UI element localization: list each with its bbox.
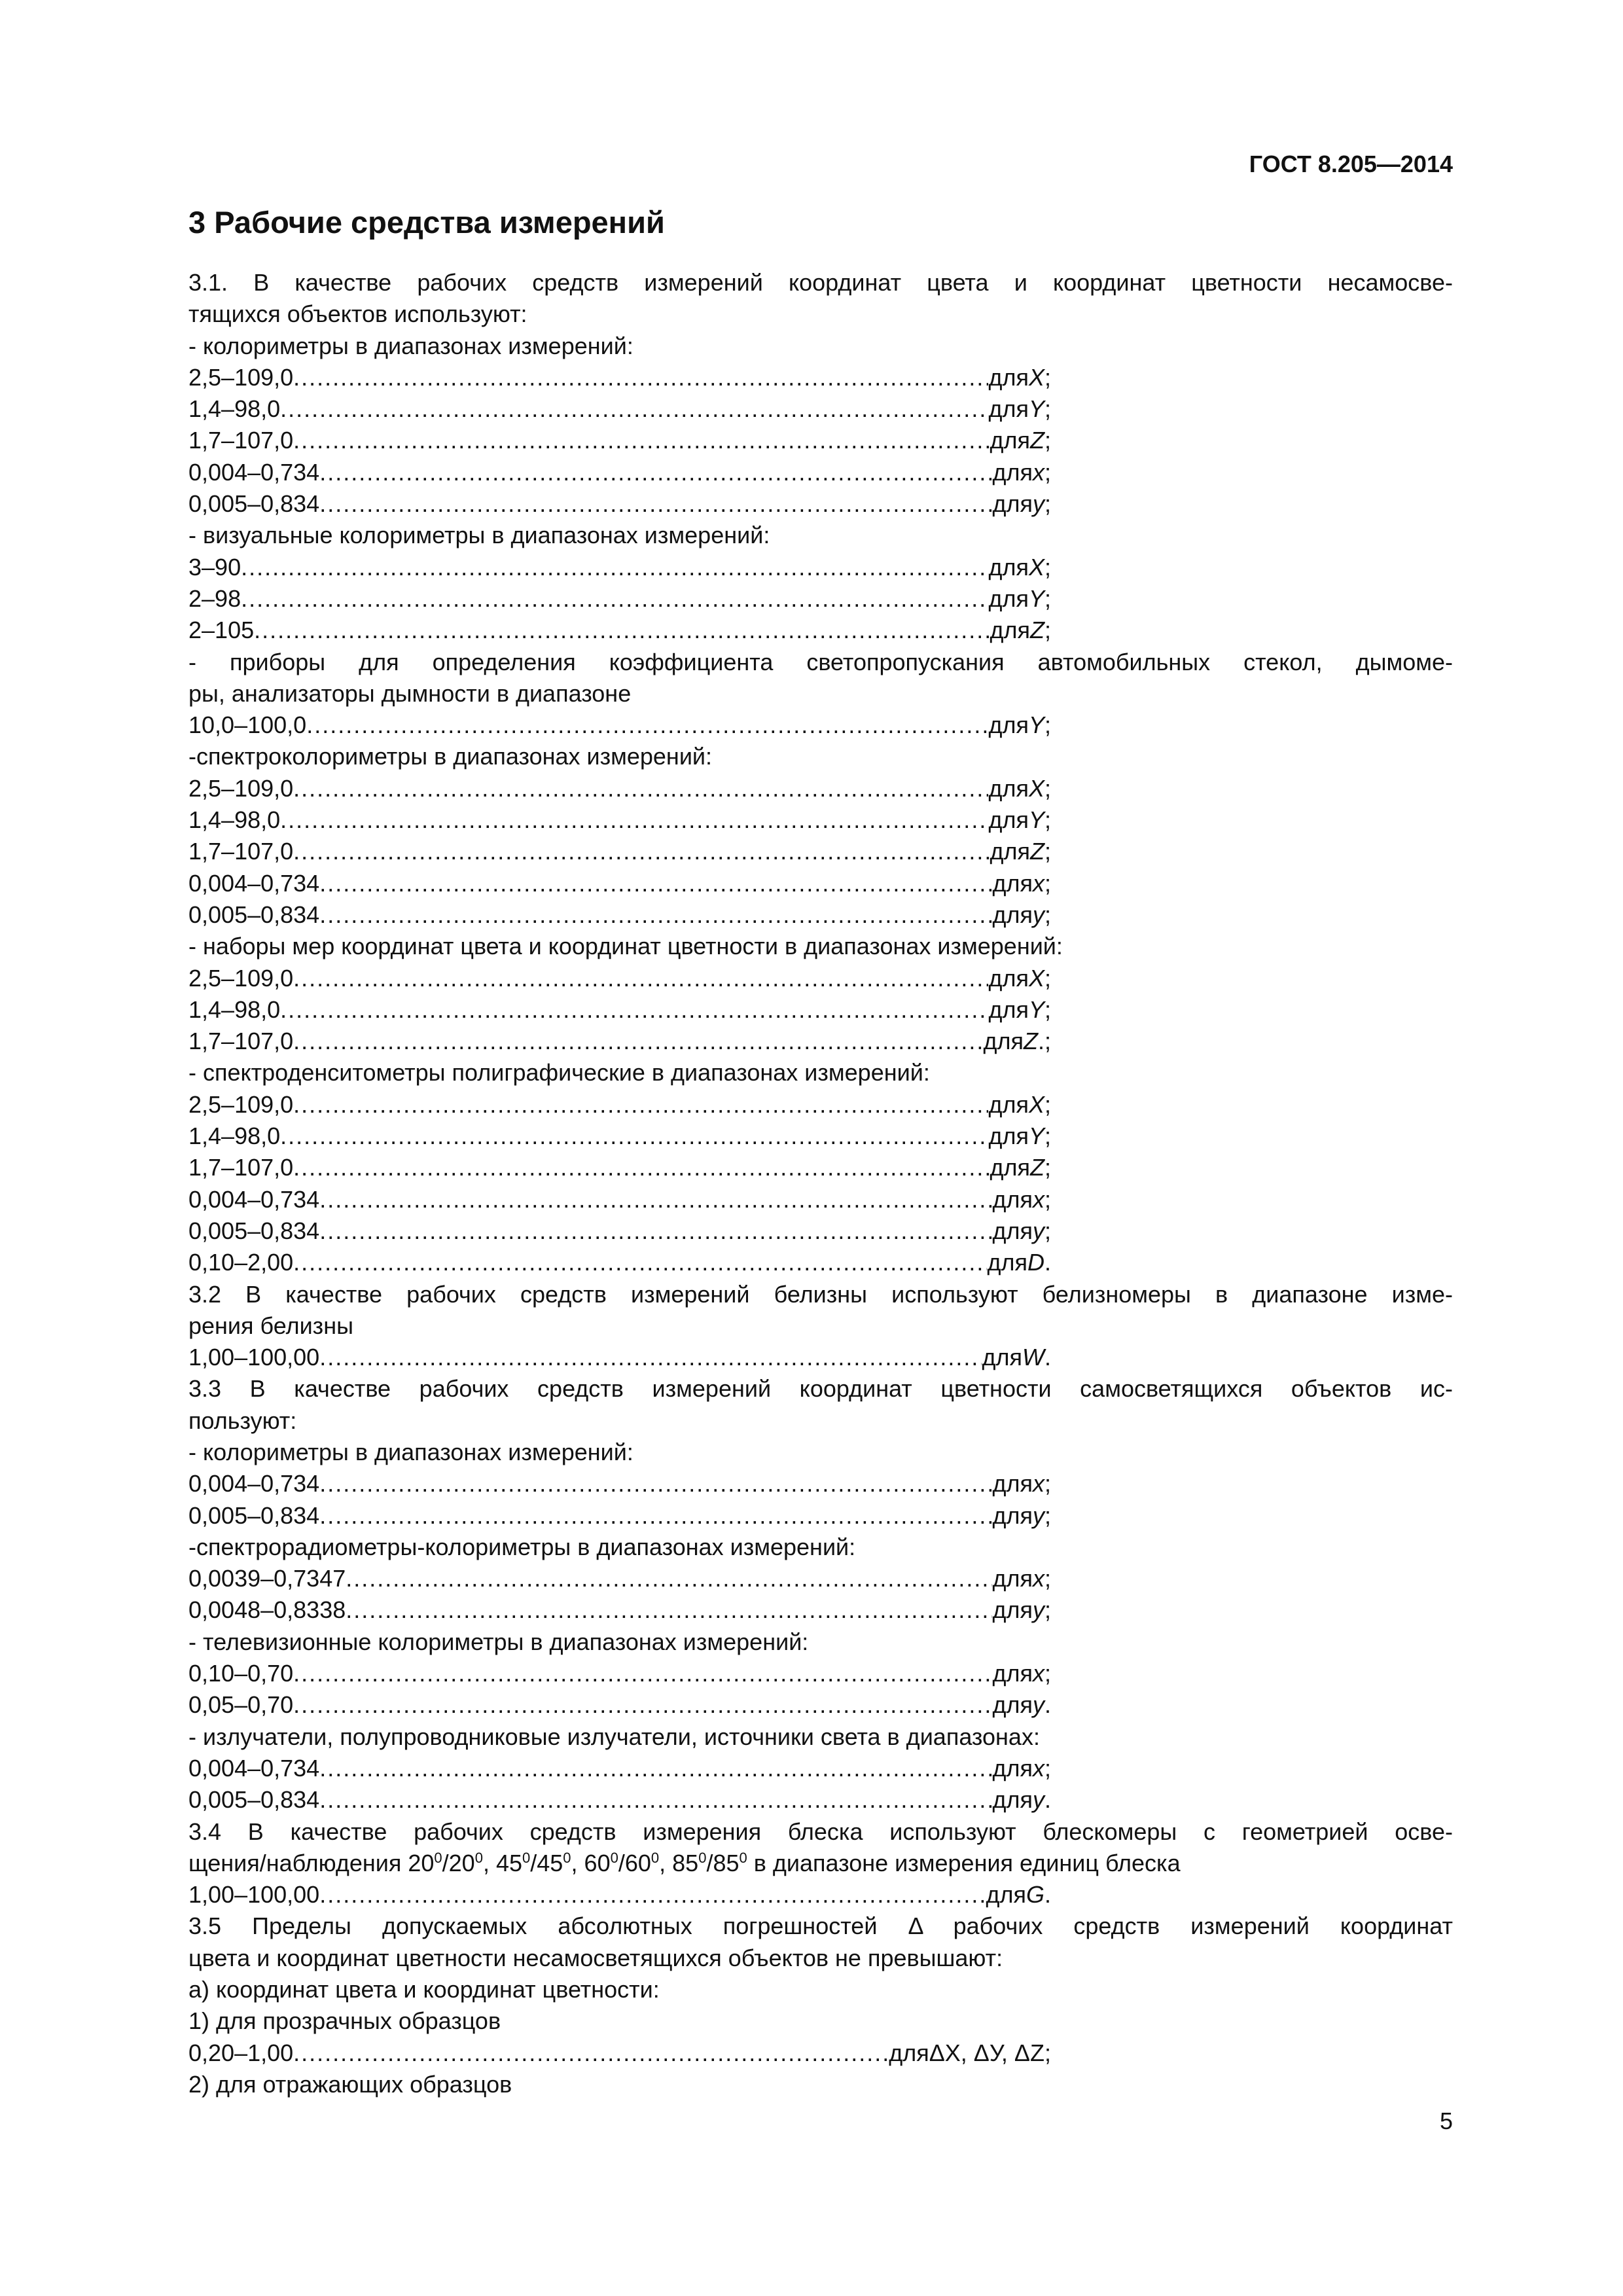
for-label: для xyxy=(990,838,1030,865)
range-value: 0,10–0,70 xyxy=(188,1660,294,1687)
range-value: 0,004–0,734 xyxy=(188,1754,320,1782)
leader-dots xyxy=(319,1184,992,1215)
range-value: 1,4–98,0 xyxy=(188,395,281,423)
line-end: ; xyxy=(1044,996,1051,1023)
range-value: 0,004–0,734 xyxy=(188,458,320,486)
range-line xyxy=(188,709,1051,741)
range-line xyxy=(188,1500,1051,1532)
degree-superscript: 0 xyxy=(651,1849,660,1866)
leader-dots xyxy=(280,393,988,425)
quantity-symbol: y xyxy=(1032,1217,1044,1244)
quantity-symbol: y xyxy=(1032,1691,1044,1719)
paragraph-3-5-line-2: цвета и координат цветности несамосветящихся объектов не превышают: xyxy=(188,1944,1003,1971)
group-heading-spectroradiometers: -спектрорадиометры-колориметры в диапазонах измерений: xyxy=(188,1533,856,1560)
range-value: 2–98 xyxy=(188,584,241,612)
range-line xyxy=(188,1215,1051,1247)
range-value: 3–90 xyxy=(188,553,241,581)
leader-dots xyxy=(293,773,988,804)
quantity-symbol: Z xyxy=(1029,1154,1044,1181)
standard-code: ГОСТ 8.205—2014 xyxy=(1249,151,1453,177)
group-heading-measure-sets: - наборы мер координат цвета и координат цветности в диапазонах измерений: xyxy=(188,933,1063,960)
quantity-symbol: y xyxy=(1032,1596,1044,1624)
range-line xyxy=(188,1689,1051,1721)
for-label: для xyxy=(988,964,1029,992)
quantity-symbol: X xyxy=(1028,774,1044,802)
for-label: для xyxy=(992,1501,1033,1529)
section-title: 3 Рабочие средства измерений xyxy=(188,205,665,240)
range-line xyxy=(188,868,1051,899)
range-value: 1,7–107,0 xyxy=(188,838,294,865)
line-end: ; xyxy=(1044,553,1051,581)
for-label: для xyxy=(992,490,1033,518)
line-end: ; xyxy=(1044,584,1051,612)
group-heading-colorimeters: - колориметры в диапазонах измерений: xyxy=(188,1438,633,1465)
range-line xyxy=(188,583,1051,615)
range-line xyxy=(188,963,1051,994)
line-end: ; xyxy=(1044,1090,1051,1118)
degree-superscript: 0 xyxy=(522,1849,531,1866)
leader-dots xyxy=(293,836,990,867)
quantity-symbol: x xyxy=(1032,1185,1044,1213)
leader-dots xyxy=(241,583,988,615)
line-end: . xyxy=(1044,1881,1051,1909)
quantity-symbol: Z xyxy=(1029,838,1044,865)
quantity-symbol: Y xyxy=(1028,806,1044,834)
range-line xyxy=(188,393,1051,425)
range-line xyxy=(188,615,1051,646)
range-value: 0,004–0,734 xyxy=(188,1470,320,1498)
range-value: 1,7–107,0 xyxy=(188,1028,294,1055)
list-item-2: 2) для отражающих образцов xyxy=(188,2070,512,2098)
text-run: /20 xyxy=(442,1849,475,1876)
quantity-symbol: W xyxy=(1022,1344,1044,1371)
range-line xyxy=(188,1879,1051,1910)
paragraph-3-2-line-1: 3.2 В качестве рабочих средств измерений белизны используют белизномеры в диапазоне изме- xyxy=(188,1280,1453,1308)
line-end: ; xyxy=(1044,1596,1051,1624)
for-label: для xyxy=(983,1028,1024,1055)
for-label: для xyxy=(988,1090,1029,1118)
line-end: ; xyxy=(1044,869,1051,897)
leader-dots xyxy=(319,1500,992,1532)
line-end: ; xyxy=(1044,774,1051,802)
quantity-symbol: Z xyxy=(1029,617,1044,644)
leader-dots xyxy=(293,1658,992,1689)
range-value: 0,20–1,00 xyxy=(188,2039,294,2066)
leader-dots xyxy=(319,1753,992,1784)
paragraph-3-1-line-2: тящихся объектов используют: xyxy=(188,300,527,328)
quantity-symbol: y xyxy=(1032,1786,1044,1814)
range-line xyxy=(188,994,1051,1026)
line-end: ; xyxy=(1044,395,1051,423)
group-heading-light-transmission-line-2: ры, анализаторы дымности в диапазоне xyxy=(188,679,632,707)
for-label: для xyxy=(988,996,1029,1023)
line-end: ; xyxy=(1044,1754,1051,1782)
range-line xyxy=(188,425,1051,456)
range-value: 2,5–109,0 xyxy=(188,363,294,391)
range-line xyxy=(188,2037,1051,2069)
quantity-symbol: x xyxy=(1032,1565,1044,1592)
line-end: ; xyxy=(1044,1122,1051,1150)
line-end: ; xyxy=(1044,1660,1051,1687)
line-end: ; xyxy=(1044,838,1051,865)
range-value: 1,7–107,0 xyxy=(188,1154,294,1181)
range-value: 0,005–0,834 xyxy=(188,1501,320,1529)
range-line xyxy=(188,1026,1051,1057)
paragraph-3-3-line-2: пользуют: xyxy=(188,1407,297,1434)
quantity-symbol: x xyxy=(1032,1660,1044,1687)
line-end: . xyxy=(1044,1786,1051,1814)
range-line xyxy=(188,804,1051,836)
group-heading-spectrodensitometers: - спектроденситометры полиграфические в диапазонах измерений: xyxy=(188,1059,930,1086)
text-run: , 60 xyxy=(571,1849,611,1876)
leader-dots xyxy=(319,457,992,488)
for-label: для xyxy=(988,711,1029,739)
line-end: ; xyxy=(1044,1185,1051,1213)
line-end: ; xyxy=(1044,711,1051,739)
quantity-symbol: Y xyxy=(1028,584,1044,612)
range-line xyxy=(188,773,1051,804)
for-label: для xyxy=(992,1691,1033,1719)
for-label: для xyxy=(987,1249,1027,1276)
for-label: для xyxy=(889,2039,929,2066)
range-value: 0,005–0,834 xyxy=(188,901,320,928)
range-value: 0,10–2,00 xyxy=(188,1249,294,1276)
line-end: ; xyxy=(1044,1565,1051,1592)
line-end: ; xyxy=(1044,1501,1051,1529)
for-label: для xyxy=(988,363,1029,391)
range-line xyxy=(188,836,1051,867)
quantity-symbol: x xyxy=(1032,1470,1044,1498)
group-heading-light-transmission-line-1: - приборы для определения коэффициента светопропускания автомобильных стекол, дымоме- xyxy=(188,648,1453,675)
degree-superscript: 0 xyxy=(474,1849,483,1866)
line-end: ; xyxy=(1044,427,1051,454)
for-label: для xyxy=(988,553,1029,581)
quantity-symbol: y xyxy=(1032,490,1044,518)
range-line xyxy=(188,1784,1051,1816)
leader-dots xyxy=(293,1247,987,1278)
range-value: 0,0048–0,8338 xyxy=(188,1596,346,1624)
group-heading-colorimeters: - колориметры в диапазонах измерений: xyxy=(188,332,633,359)
for-label: для xyxy=(988,584,1029,612)
for-label: для xyxy=(992,1217,1033,1244)
leader-dots xyxy=(293,2037,889,2069)
text-run: , 45 xyxy=(482,1849,522,1876)
quantity-symbol: x xyxy=(1032,1754,1044,1782)
range-value: 0,005–0,834 xyxy=(188,1217,320,1244)
degree-superscript: 0 xyxy=(434,1849,442,1866)
range-line xyxy=(188,457,1051,488)
for-label: для xyxy=(988,774,1029,802)
range-value: 2,5–109,0 xyxy=(188,1090,294,1118)
leader-dots xyxy=(306,709,988,741)
quantity-symbol: y xyxy=(1032,1501,1044,1529)
range-value: 10,0–100,0 xyxy=(188,711,307,739)
range-line xyxy=(188,1247,1051,1278)
quantity-symbol: Z xyxy=(1029,427,1044,454)
for-label: для xyxy=(982,1344,1022,1371)
line-end: ; xyxy=(1044,617,1051,644)
range-line xyxy=(188,1563,1051,1594)
paragraph-3-4-line-2 xyxy=(188,1848,1453,1879)
line-end: ; xyxy=(1044,2039,1051,2066)
range-line xyxy=(188,1753,1051,1784)
range-value: 0,004–0,734 xyxy=(188,869,320,897)
leader-dots xyxy=(280,994,988,1026)
for-label: для xyxy=(992,1786,1033,1814)
leader-dots xyxy=(346,1594,992,1626)
paragraph-3-5-line-1: 3.5 Пределы допускаемых абсолютных погрешностей Δ рабочих средств измерений координат xyxy=(188,1912,1453,1940)
line-end: ; xyxy=(1044,1470,1051,1498)
line-end: ; xyxy=(1044,901,1051,928)
section-body xyxy=(188,267,1453,2100)
degree-superscript: 0 xyxy=(610,1849,618,1866)
group-heading-spectrocolorimeters: -спектроколориметры в диапазонах измерений: xyxy=(188,743,713,770)
paragraph-3-2-line-2: рения белизны xyxy=(188,1312,353,1339)
line-end: ; xyxy=(1044,1217,1051,1244)
paragraph-3-4-line-1: 3.4 В качестве рабочих средств измерения блеска используют блескомеры с геометрией осве- xyxy=(188,1818,1453,1845)
range-value: 1,4–98,0 xyxy=(188,806,281,834)
text-run: щения/наблюдения 20 xyxy=(188,1849,435,1876)
line-end: .; xyxy=(1037,1028,1051,1055)
leader-dots xyxy=(280,1121,988,1152)
leader-dots xyxy=(319,868,992,899)
for-label: для xyxy=(986,1881,1026,1909)
range-value: 0,004–0,734 xyxy=(188,1185,320,1213)
leader-dots xyxy=(319,1784,992,1816)
group-heading-emitters: - излучатели, полупроводниковые излучатели, источники света в диапазонах: xyxy=(188,1723,1040,1750)
for-label: для xyxy=(992,1470,1033,1498)
for-label: для xyxy=(992,1596,1033,1624)
leader-dots xyxy=(319,1342,982,1373)
for-label: для xyxy=(988,395,1029,423)
range-line xyxy=(188,1342,1051,1373)
line-end: ; xyxy=(1044,490,1051,518)
quantity-symbol: ΔX, ΔУ, ΔZ xyxy=(929,2039,1044,2066)
leader-dots xyxy=(293,1026,983,1057)
leader-dots xyxy=(319,1879,986,1910)
text-run: /85 xyxy=(706,1849,740,1876)
range-value: 2–105 xyxy=(188,617,255,644)
range-line xyxy=(188,899,1051,931)
leader-dots xyxy=(280,804,988,836)
range-line xyxy=(188,1594,1051,1626)
for-label: для xyxy=(992,869,1033,897)
line-end: ; xyxy=(1044,458,1051,486)
leader-dots xyxy=(319,1468,992,1499)
group-heading-visual-colorimeters: - визуальные колориметры в диапазонах измерений: xyxy=(188,522,770,549)
text-run: /45 xyxy=(530,1849,563,1876)
for-label: для xyxy=(992,1754,1033,1782)
degree-superscript: 0 xyxy=(563,1849,571,1866)
line-end: ; xyxy=(1044,1154,1051,1181)
range-line xyxy=(188,1184,1051,1215)
quantity-symbol: X xyxy=(1028,553,1044,581)
quantity-symbol: X xyxy=(1028,1090,1044,1118)
for-label: для xyxy=(988,1122,1029,1150)
quantity-symbol: X xyxy=(1028,363,1044,391)
for-label: для xyxy=(992,1565,1033,1592)
range-line xyxy=(188,552,1051,583)
quantity-symbol: D xyxy=(1027,1249,1044,1276)
leader-dots xyxy=(254,615,990,646)
quantity-symbol: Y xyxy=(1028,711,1044,739)
quantity-symbol: Z xyxy=(1023,1028,1038,1055)
leader-dots xyxy=(293,963,988,994)
for-label: для xyxy=(992,1185,1033,1213)
line-end: . xyxy=(1044,1691,1051,1719)
leader-dots xyxy=(346,1563,992,1594)
line-end: ; xyxy=(1044,363,1051,391)
range-value: 1,7–107,0 xyxy=(188,427,294,454)
range-value: 2,5–109,0 xyxy=(188,964,294,992)
line-end: . xyxy=(1044,1249,1051,1276)
for-label: для xyxy=(992,458,1033,486)
leader-dots xyxy=(293,1152,990,1183)
quantity-symbol: x xyxy=(1032,458,1044,486)
leader-dots xyxy=(319,488,992,520)
range-line xyxy=(188,1658,1051,1689)
leader-dots xyxy=(319,899,992,931)
group-heading-tv-colorimeters: - телевизионные колориметры в диапазонах измерений: xyxy=(188,1628,809,1655)
quantity-symbol: x xyxy=(1032,869,1044,897)
range-line xyxy=(188,1121,1051,1152)
leader-dots xyxy=(293,362,988,393)
line-end: ; xyxy=(1044,964,1051,992)
quantity-symbol: Y xyxy=(1028,1122,1044,1150)
text-run: в диапазоне измерения единиц блеска xyxy=(747,1849,1181,1876)
for-label: для xyxy=(990,427,1030,454)
range-line xyxy=(188,1468,1051,1499)
line-end: ; xyxy=(1044,806,1051,834)
quantity-symbol: Y xyxy=(1028,395,1044,423)
range-line xyxy=(188,362,1051,393)
for-label: для xyxy=(988,806,1029,834)
range-value: 0,0039–0,7347 xyxy=(188,1565,346,1592)
range-line xyxy=(188,1089,1051,1121)
quantity-symbol: Y xyxy=(1028,996,1044,1023)
range-value: 0,005–0,834 xyxy=(188,490,320,518)
text-run: /60 xyxy=(618,1849,651,1876)
leader-dots xyxy=(319,1215,992,1247)
range-value: 1,4–98,0 xyxy=(188,996,281,1023)
leader-dots xyxy=(293,1689,992,1721)
paragraph-3-3-line-1: 3.3 В качестве рабочих средств измерений координат цветности самосветящихся объектов ис- xyxy=(188,1375,1453,1403)
page-number: 5 xyxy=(1439,2108,1453,2134)
for-label: для xyxy=(990,1154,1030,1181)
range-value: 1,00–100,00 xyxy=(188,1344,320,1371)
range-line xyxy=(188,1152,1051,1183)
leader-dots xyxy=(293,1089,988,1121)
range-value: 1,4–98,0 xyxy=(188,1122,281,1150)
degree-superscript: 0 xyxy=(739,1849,747,1866)
quantity-symbol: y xyxy=(1032,901,1044,928)
for-label: для xyxy=(992,1660,1033,1687)
leader-dots xyxy=(293,425,990,456)
range-value: 1,00–100,00 xyxy=(188,1881,320,1909)
range-value: 0,005–0,834 xyxy=(188,1786,320,1814)
list-item-a: а) координат цвета и координат цветности: xyxy=(188,1976,660,2003)
list-item-1: 1) для прозрачных образцов xyxy=(188,2007,501,2035)
range-value: 0,05–0,70 xyxy=(188,1691,294,1719)
range-value: 2,5–109,0 xyxy=(188,774,294,802)
range-line xyxy=(188,488,1051,520)
text-run: , 85 xyxy=(659,1849,699,1876)
leader-dots xyxy=(241,552,988,583)
degree-superscript: 0 xyxy=(698,1849,707,1866)
paragraph-3-1-line-1: 3.1. В качестве рабочих средств измерений координат цвета и координат цветности несамосве- xyxy=(188,269,1453,296)
quantity-symbol: G xyxy=(1026,1881,1044,1909)
for-label: для xyxy=(992,901,1033,928)
quantity-symbol: X xyxy=(1028,964,1044,992)
for-label: для xyxy=(990,617,1030,644)
line-end: . xyxy=(1044,1344,1051,1371)
